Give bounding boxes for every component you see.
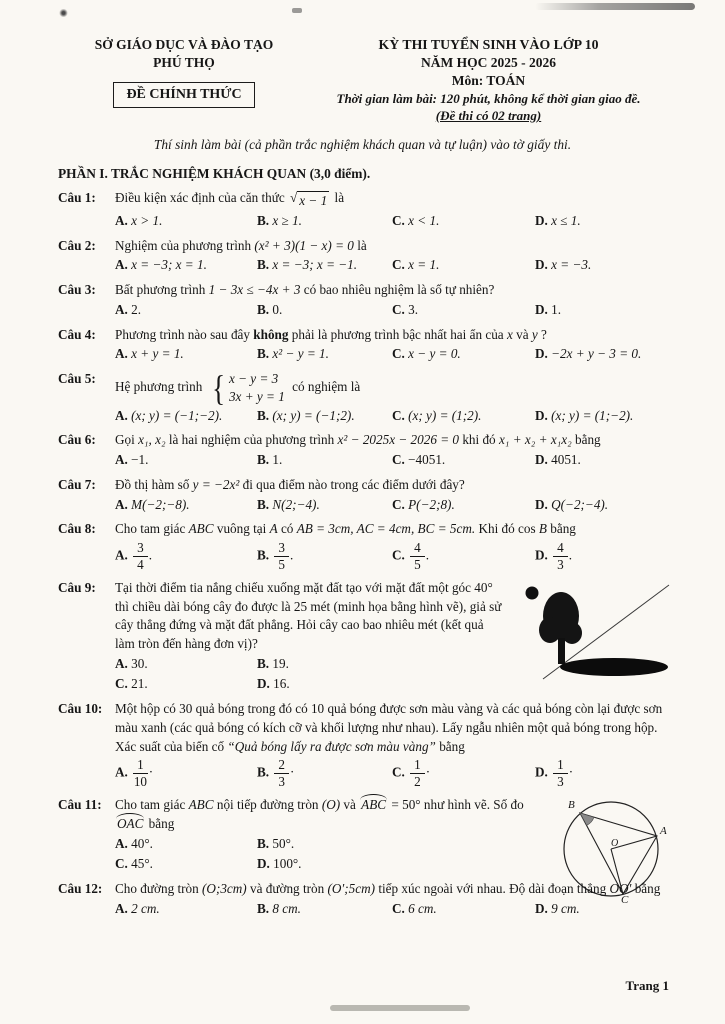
question-stem: Bất phương trình 1 − 3x ≤ −4x + 3 có bao nhiêu nghiệm là số tự nhiên?: [115, 282, 495, 298]
question-stem: Một hộp có 30 quả bóng trong đó có 10 quả bóng được sơn màu vàng và các quả bóng còn lại được sơn màu xanh (các quả bóng có kích cỡ và khối lượng như nhau). Lấy ngẫu nhiên một quả bóng trong hộp. Xác suất của biến cố “Quả bóng lấy ra được sơn màu vàng” bằng: [115, 701, 663, 754]
scan-artifact: [535, 3, 695, 10]
option-a: A. (x; y) = (−1;−2).: [115, 407, 223, 423]
svg-text:C: C: [621, 894, 629, 905]
option-c: C. 21.: [115, 676, 148, 692]
question-label: Câu 9:: [58, 579, 96, 595]
option-d: D. x = −3.: [535, 257, 592, 273]
option-a: A. x > 1.: [115, 212, 163, 228]
option-b: B. x² − y = 1.: [257, 346, 329, 362]
question-stem: Gọi x₁, x₂ là hai nghiệm của phương trình x² − 2025x − 2026 = 0 khi đó x₁ + x₂ + x₁x₂ bằng: [115, 432, 601, 448]
question-8: [58, 520, 667, 572]
question-12: [58, 880, 667, 918]
options-row: [115, 540, 667, 573]
option-a: A. −1.: [115, 452, 149, 468]
question-body: [115, 520, 667, 572]
option-a: A. $\frac{3}{4}$ .: [115, 540, 153, 572]
question-label: Câu 12:: [58, 881, 103, 897]
options-row: [115, 345, 667, 364]
question-10: [58, 700, 667, 790]
question-label: Câu 8:: [58, 521, 96, 537]
option-c: C. 3.: [392, 301, 419, 317]
question-7: [58, 476, 667, 514]
question-stem: Đồ thị hàm số y = −2x² đi qua điểm nào trong các điểm dưới đây?: [115, 476, 465, 492]
instruction-notice: Thí sinh làm bài (cả phần trắc nghiệm khách quan và tự luận) vào tờ giấy thi.: [153, 137, 572, 153]
option-c: C. x − y = 0.: [392, 346, 461, 362]
question-1: [58, 189, 667, 230]
question-9: [58, 579, 667, 694]
option-b: B. N(2;−4).: [257, 496, 320, 512]
option-d: D. −2x + y − 3 = 0.: [535, 346, 642, 362]
province-name: PHÚ THỌ: [153, 54, 215, 70]
question-label: Câu 5:: [58, 371, 96, 387]
official-exam-box: ĐỀ CHÍNH THỨC: [113, 82, 254, 108]
option-b: B. 1.: [257, 452, 283, 468]
tree-figure: [517, 583, 675, 685]
department-name: SỞ GIÁO DỤC VÀ ĐÀO TẠO: [94, 37, 274, 52]
question-label: Câu 2:: [58, 237, 96, 253]
option-d: D. 100°.: [257, 856, 302, 872]
option-c: C. 6 cm.: [392, 900, 437, 916]
option-d: D. 4051.: [535, 452, 581, 468]
options-row: [115, 301, 667, 320]
option-a: A. 30.: [115, 655, 148, 671]
exam-title: KỲ THI TUYỂN SINH VÀO LỚP 10: [378, 37, 599, 52]
questions: [58, 189, 667, 918]
question-stem: Điều kiện xác định của căn thức √ x − 1 là: [115, 189, 667, 211]
question-label: Câu 1:: [58, 190, 96, 206]
school-year: NĂM HỌC 2025 - 2026: [421, 55, 556, 71]
options-row: [115, 407, 667, 426]
option-b: B. $\frac{3}{5}$ .: [257, 540, 294, 572]
option-d: D. $\frac{4}{3}$ .: [535, 540, 573, 572]
question-label: Câu 10:: [58, 701, 103, 717]
question-label: Câu 6:: [58, 432, 96, 448]
question-body: [115, 476, 667, 514]
question-stem: Nghiệm của phương trình (x² + 3)(1 − x) = 0 là: [115, 237, 367, 253]
option-a: A. x + y = 1.: [115, 346, 184, 362]
options-row: [115, 835, 415, 874]
scan-artifact: [330, 1005, 470, 1011]
scan-artifact: [292, 8, 302, 13]
question-2: [58, 237, 667, 275]
option-d: D. (x; y) = (1;−2).: [535, 407, 634, 423]
option-d: D. 16.: [257, 676, 290, 692]
option-b: B. $\frac{2}{3}$ ·: [257, 757, 295, 790]
subject-name: Môn: TOÁN: [451, 73, 526, 89]
option-b: B. 8 cm.: [257, 900, 301, 916]
option-b: B. x = −3; x = −1.: [257, 257, 358, 273]
option-c: C. $\frac{4}{5}$ .: [392, 540, 430, 572]
header: [58, 36, 667, 124]
question-label: Câu 3:: [58, 282, 96, 298]
question-stem: Cho tam giác ABC vuông tại A có AB = 3cm, AC = 4cm, BC = 5cm. Khi đó cos B bằng: [115, 521, 576, 537]
options-row: [115, 212, 667, 231]
option-d: D. 1.: [535, 301, 562, 317]
question-body: [115, 326, 667, 364]
question-body: [115, 189, 667, 230]
options-row: [115, 496, 667, 515]
option-c: C. 45°.: [115, 856, 153, 872]
option-c: C. (x; y) = (1;2).: [392, 407, 482, 423]
page-number: Trang 1: [625, 978, 669, 993]
question-label: Câu 7:: [58, 476, 96, 492]
svg-text:A: A: [660, 825, 667, 838]
section-title: PHẦN I. TRẮC NGHIỆM KHÁCH QUAN (3,0 điểm).: [58, 166, 371, 182]
option-a: A. 2 cm.: [115, 900, 160, 916]
svg-text:B: B: [568, 799, 575, 812]
header-left: [58, 36, 310, 124]
options-row: [115, 451, 667, 470]
option-b: B. 50°.: [257, 835, 295, 851]
option-a: A. $\frac{1}{10}$ ·: [115, 757, 154, 790]
option-b: B. (x; y) = (−1;2).: [257, 407, 355, 423]
option-a: A. M(−2;−8).: [115, 496, 190, 512]
question-body: [115, 237, 667, 275]
question-body: [115, 431, 667, 469]
question-3: [58, 281, 667, 319]
question-body: [115, 880, 667, 918]
question-stem: Phương trình nào sau đây không phải là phương trình bậc nhất hai ẩn của x và y ?: [115, 326, 547, 342]
option-b: B. x ≥ 1.: [257, 212, 302, 228]
option-a: A. 40°.: [115, 835, 153, 851]
options-row: [115, 655, 415, 694]
question-stem: Cho đường tròn (O;3cm) và đường tròn (O′;5cm) tiếp xúc ngoài với nhau. Độ dài đoạn thẳng OO′ bằng: [115, 881, 661, 897]
question-stem: Tại thời điểm tia nắng chiếu xuống mặt đất tạo với mặt đất một góc 40° thì chiều dài bóng cây đo được là 25 mét (minh họa bằng hình vẽ), giả sử cây thẳng đứng và mặt đất phẳng. Hỏi cây cao bao nhiêu mét (kết quả làm tròn đến hàng đơn vị)?: [115, 579, 502, 651]
question-6: [58, 431, 667, 469]
question-body: [115, 281, 667, 319]
question-stem: Hệ phương trình { x − y = 3 3x + y = 1 có nghiệm là: [115, 367, 361, 408]
scan-artifact: [59, 9, 68, 17]
options-row: [115, 256, 667, 275]
question-label: Câu 4:: [58, 326, 96, 342]
option-b: B. 0.: [257, 301, 283, 317]
option-c: C. −4051.: [392, 452, 446, 468]
option-a: A. 2.: [115, 301, 142, 317]
question-4: [58, 326, 667, 364]
option-d: D. Q(−2;−4).: [535, 496, 609, 512]
question-5: [58, 367, 667, 425]
question-body: [115, 700, 667, 790]
tree-figure: [517, 583, 675, 685]
option-b: B. 19.: [257, 655, 289, 671]
option-c: C. P(−2;8).: [392, 496, 455, 512]
option-d: D. 9 cm.: [535, 900, 580, 916]
option-c: C. $\frac{1}{2}$ ·: [392, 757, 431, 790]
header-right: [310, 36, 667, 124]
options-row: [115, 757, 667, 790]
option-c: C. x = 1.: [392, 257, 440, 273]
option-a: A. x = −3; x = 1.: [115, 257, 207, 273]
exam-duration: Thời gian làm bài: 120 phút, không kể thời gian giao đề.: [336, 90, 641, 106]
option-d: D. x ≤ 1.: [535, 212, 581, 228]
question-body: [115, 367, 667, 425]
page-count-note: (Đề thi có 02 trang): [435, 107, 542, 123]
options-row: [115, 900, 667, 919]
question-body: [115, 579, 667, 694]
option-c: C. x < 1.: [392, 212, 440, 228]
svg-text:O: O: [611, 838, 619, 850]
option-d: D. $\frac{1}{3}$ ·: [535, 757, 574, 790]
question-stem: Cho tam giác ABC nội tiếp đường tròn (O) và ABC = 50° như hình vẽ. Số đo OAC bằng: [115, 797, 524, 831]
question-label: Câu 11:: [58, 797, 102, 813]
